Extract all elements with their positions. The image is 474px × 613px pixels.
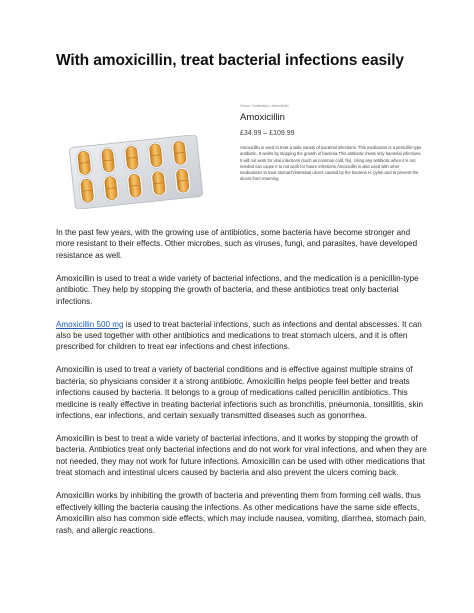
paragraph-3 — [56, 319, 428, 353]
paragraph-4: Amoxicillin is used to treat a variety of bacterial conditions and is effective against multiple strains of bacteria, so physicians consider it a strong antibiotic. Amoxicillin helps people feel better and treats infections caused by bacteria. It belongs to a group of medications called penicillin antibiotics. This medicine is really effective in treating bacterial infections such as bronchitis, pneumonia, tonsillitis, skin infections, ear infections, and certain sexually transmitted diseases such as gonorrhea. — [56, 365, 423, 421]
price-range: £34.99 – £109.99 — [240, 130, 295, 137]
breadcrumb[interactable]: Home / Antibiotics / Amoxicillin — [240, 104, 289, 108]
product-summary — [240, 104, 422, 183]
page-title: With amoxicillin, treat bacterial infections easily — [56, 52, 404, 69]
product-title: Amoxicillin — [240, 112, 285, 123]
paragraph-1: In the past few years, with the growing use of antibiotics, some bacteria have become stronger and more resistant to their effects. Other microbes, such as viruses, fungi, and parasites, have developed resistance as well. — [56, 228, 418, 260]
article-body — [56, 227, 428, 548]
paragraph-6: Amoxicillin works by inhibiting the growth of bacteria and preventing them from forming cell walls, thus effectively killing the bacteria causing the infections. As other medications have the same side effects, Amoxicillin also has common side effects, which may include nausea, vomiting, diarrhea, stomach pain, rash, and allergic reactions. — [56, 491, 427, 535]
amoxicillin-500mg-link[interactable]: Amoxicillin 500 mg — [56, 319, 124, 329]
product-description: Amoxicillin is used to treat a wide variety of bacterial infections. This medication is a penicillin-type antibiotic. It works by stopping the growth of bacteria.This antibiotic treats only bacterial infections. It will not work for viral infections (such as common cold, flu). Using any antibiotic when it is not needed can cause it to not work for future infections.Amoxicillin is also used with other medications to treat stomach/intestinal ulcers caused by the bacteria H. pylori and to prevent the ulcers from returning. — [240, 145, 422, 182]
paragraph-2: Amoxicillin is used to treat a wide variety of bacterial infections, and the medication is a penicillin-type antibiotic. They help by stopping the growth of bacteria, and these antibiotics treat only bacterial infections. — [56, 273, 419, 306]
capsule-blister-pack-icon — [66, 135, 206, 209]
paragraph-5: Amoxicillin is best to treat a wide variety of bacterial infections, and it works by stopping the growth of bacteria. Antibiotics treat only bacterial infections and do not work for viral infections, and when they are not needed, they may not work for future infections. Amoxicillin can be used with other medications that treat stomach and intestinal ulcers caused by bacteria and also prevent the ulcers coming back. — [56, 434, 427, 478]
paragraph-3-text: is used to treat bacterial infections, such as infections and dental abscesses. It can also be used together with other antibiotics and medications to treat stomach ulcers, and it is often prescribed for children to treat ear infections and chest infections. — [56, 319, 422, 352]
